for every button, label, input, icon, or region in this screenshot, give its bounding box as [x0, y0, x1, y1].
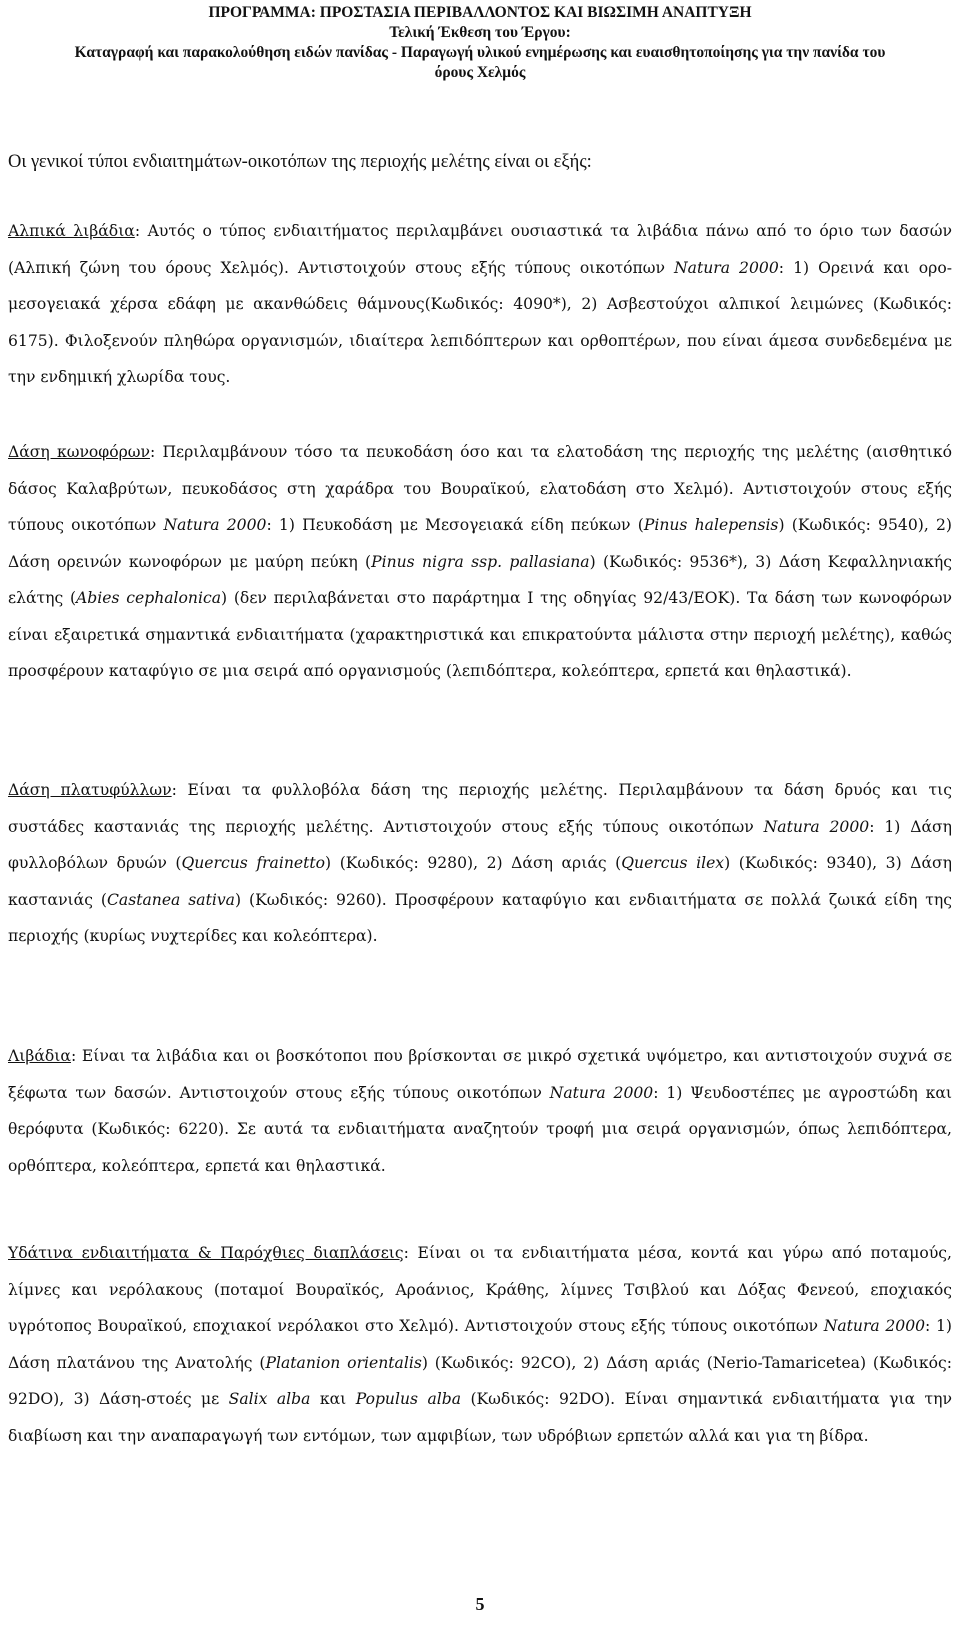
intro-paragraph: Οι γενικοί τύποι ενδιαιτημάτων-οικοτόπων της περιοχής μελέτης είναι οι εξής:	[8, 152, 592, 172]
section-aquatic-riparian: Υδάτινα ενδιαιτήματα & Παρόχθιες διαπλάσεις: Είναι οι τα ενδιαιτήματα μέσα, κοντά και γύρω από ποταμούς, λίμνες και νερόλακους (ποταμοί Βουραϊκός, Αροάνιος, Κράθης, λίμνες Τσιβλού και Δόξας Φενεού, εποχιακός υγρότοπος Βουραϊκού, εποχιακοί νερόλακοι στο Χελμό). Αντιστοιχούν στους εξής τύπους οικοτόπων Natura 2000: 1) Δάση πλατάνου της Ανατολής (Platanion orientalis) (Κωδικός: 92CO), 2) Δάση αριάς (Nerio-Tamaricetea) (Κωδικός: 92DO), 3) Δάση-στοές με Salix alba και Populus alba (Κωδικός: 92DO). Είναι σημαντικά ενδιαιτήματα για την διαβίωση και την αναπαραγωγή των εντόμων, των αμφιβίων, των υδρόβιων ερπετών αλλά και για τη βίδρα.	[8, 1244, 953, 1445]
document-header	[0, 3, 960, 83]
section-title: Λιβάδια	[8, 1047, 71, 1065]
section-conifer-forests: Δάση κωνοφόρων: Περιλαμβάνουν τόσο τα πευκοδάση όσο και τα ελατοδάση της περιοχής της μελέτης (αισθητικό δάσος Καλαβρύτων, πευκοδάσος στη χαράδρα του Βουραϊκού, ελατοδάση στο Χελμό). Αντιστοιχούν στους εξής τύπους οικοτόπων Natura 2000: 1) Πευκοδάση με Μεσογειακά είδη πεύκων (Pinus halepensis) (Κωδικός: 9540), 2) Δάση ορεινών κωνοφόρων με μαύρη πεύκη (Pinus nigra ssp. pallasiana) (Κωδικός: 9536*), 3) Δάση Κεφαλληνιακής ελάτης (Abies cephalonica) (δεν περιλαβάνεται στο παράρτημα Ι της οδηγίας 92/43/ΕΟΚ). Τα δάση των κωνοφόρων είναι εξαιρετικά σημαντικά ενδιαιτήματα (χαρακτηριστικά και επικρατούντα μάλιστα στην περιοχή μελέτης), καθώς προσφέρουν καταφύγιο σε μια σειρά από οργανισμούς (λεπιδόπτερα, κολεόπτερα, ερπετά και θηλαστικά).	[8, 443, 953, 680]
section-meadows: Λιβάδια: Είναι τα λιβάδια και οι βοσκότοποι που βρίσκονται σε μικρό σχετικά υψόμετρο, και αντιστοιχούν συχνά σε ξέφωτα των δασών. Αντιστοιχούν στους εξής τύπους οικοτόπων Natura 2000: 1) Ψευδοστέπες με αγροστώδη και θερόφυτα (Κωδικός: 6220). Σε αυτά τα ενδιαιτήματα αναζητούν τροφή μια σειρά οργανισμών, όπως λεπιδόπτερα, ορθόπτερα, κολεόπτερα, ερπετά και θηλαστικά.	[8, 1047, 952, 1175]
header-project-title-cont: όρους Χελμός	[434, 64, 526, 81]
section-title: Υδάτινα ενδιαιτήματα & Παρόχθιες διαπλάσεις	[8, 1244, 404, 1262]
section-title: Αλπικά λιβάδια	[8, 222, 135, 240]
section-broadleaf-forests: Δάση πλατυφύλλων: Είναι τα φυλλοβόλα δάση της περιοχής μελέτης. Περιλαμβάνουν τα δάση δρυός και τις συστάδες καστανιάς της περιοχής μελέτης. Αντιστοιχούν στους εξής τύπους οικοτόπων Natura 2000: 1) Δάση φυλλοβόλων δρυών (Quercus frainetto) (Κωδικός: 9280), 2) Δάση αριάς (Quercus ilex) (Κωδικός: 9340), 3) Δάση καστανιάς (Castanea sativa) (Κωδικός: 9260). Προσφέρουν καταφύγιο και ενδιαιτήματα σε πολλά ζωικά είδη της περιοχής (κυρίως νυχτερίδες και κολεόπτερα).	[8, 781, 953, 945]
section-title: Δάση κωνοφόρων	[8, 443, 150, 461]
header-program: ΠΡΟΓΡΑΜΜΑ: ΠΡΟΣΤΑΣΙΑ ΠΕΡΙΒΑΛΛΟΝΤΟΣ ΚΑΙ ΒΙΩΣΙΜΗ ΑΝΑΠΤΥΞΗ	[208, 4, 752, 21]
header-report-title: Τελική Έκθεση του Έργου:	[389, 24, 571, 41]
page-number: 5	[475, 1594, 485, 1614]
section-title: Δάση πλατυφύλλων	[8, 781, 172, 799]
section-alpine-meadows: Αλπικά λιβάδια: Αυτός ο τύπος ενδιαιτήματος περιλαμβάνει ουσιαστικά τα λιβάδια πάνω από το όριο των δασών (Αλπική ζώνη του όρους Χελμός). Αντιστοιχούν στους εξής τύπους οικοτόπων Natura 2000: 1) Ορεινά και ορο-μεσογειακά χέρσα εδάφη με ακανθώδεις θάμνους(Κωδικός: 4090*), 2) Ασβεστούχοι αλπικοί λειμώνες (Κωδικός: 6175). Φιλοξενούν πληθώρα οργανισμών, ιδιαίτερα λεπιδόπτερων και ορθοπτέρων, που είναι άμεσα συνδεδεμένα με την ενδημική χλωρίδα τους.	[8, 222, 953, 386]
header-project-title: Καταγραφή και παρακολούθηση ειδών πανίδας - Παραγωγή υλικού ενημέρωσης και ευαισθητοποίησης για την πανίδα του	[74, 44, 886, 61]
